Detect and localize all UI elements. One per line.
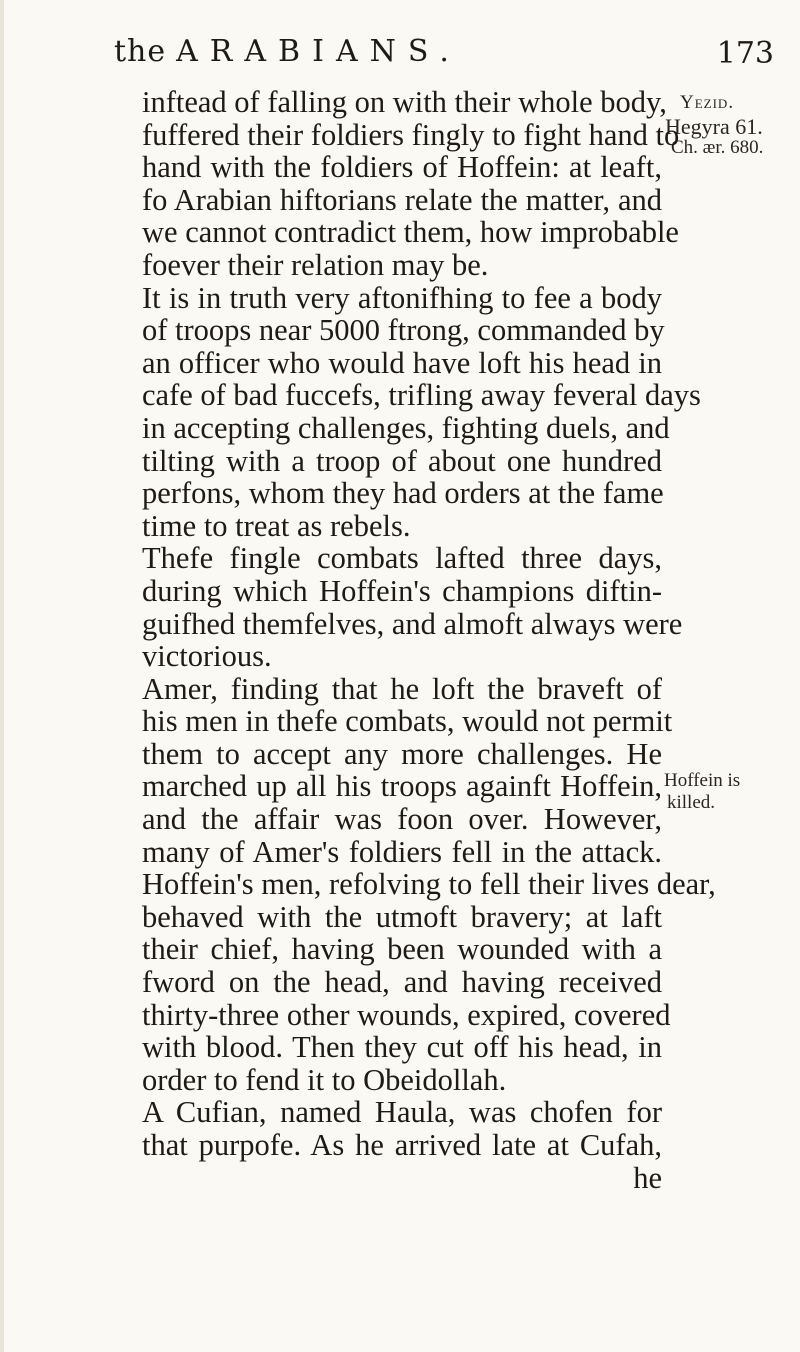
text-line: an officer who would have loft his head in	[142, 345, 662, 380]
text-line: hand with the foldiers of Hoffein: at leaft,	[142, 150, 662, 185]
text-line: of troops near 5000 ftrong, commanded by	[142, 313, 665, 348]
text-line: A Cufian, named Haula, was chofen for	[142, 1095, 662, 1130]
text-line: we cannot contradict them, how improbable	[142, 215, 679, 250]
margin-note-event-line2: killed.	[667, 792, 716, 813]
text-line: Thefe fingle combats lafted three days,	[142, 541, 662, 576]
text-line: thirty-three other wounds, expired, covered	[142, 997, 671, 1032]
page-number: 173	[716, 36, 774, 71]
text-line: Hoffein's men, refolving to fell their lives dear,	[142, 867, 716, 902]
margin-note-date-hegyra: Hegyra 61.	[665, 114, 763, 139]
text-line: victorious.	[142, 639, 272, 674]
text-line: fuffered their foldiers fingly to fight hand to	[142, 117, 680, 152]
text-line: perfons, whom they had orders at the fame	[142, 476, 664, 511]
text-line: tilting with a troop of about one hundred	[142, 443, 662, 478]
margin-note-ruler: Yezid.	[680, 92, 735, 113]
running-title-main: ARABIANS.	[176, 34, 461, 69]
text-line: in accepting challenges, fighting duels, and	[142, 410, 670, 445]
text-line: with blood. Then they cut off his head, in	[142, 1030, 662, 1065]
running-title	[114, 34, 461, 69]
text-line: their chief, having been wounded with a	[142, 932, 662, 967]
text-line: marched up all his troops againft Hoffein,	[142, 769, 662, 804]
text-line: and the affair was foon over. However,	[142, 802, 662, 837]
text-line: fo Arabian hiftorians relate the matter, and	[142, 182, 662, 217]
margin-note-date-christian-era: Ch. ær. 680.	[671, 137, 764, 158]
text-line: that purpofe. As he arrived late at Cufah,	[142, 1128, 662, 1162]
text-line: fword on the head, and having received	[142, 965, 662, 1000]
text-line: many of Amer's foldiers fell in the attack.	[142, 834, 662, 869]
text-line: cafe of bad fuccefs, trifling away feveral days	[142, 378, 701, 413]
text-line: It is in truth very aftonifhing to fee a body	[142, 280, 662, 315]
text-line: his men in thefe combats, would not permit	[142, 704, 673, 739]
text-line: during which Hoffein's champions diftin-	[142, 573, 662, 608]
text-line: behaved with the utmoft bravery; at laft	[142, 899, 662, 934]
catchword: he	[633, 1160, 662, 1195]
running-head	[114, 34, 774, 84]
running-title-prefix: the	[114, 34, 167, 69]
margin-note-event-line1: Hoffein is	[664, 770, 741, 791]
text-line: inftead of falling on with their whole body,	[142, 85, 667, 119]
text-line: guifhed themfelves, and almoft always were	[142, 606, 683, 641]
text-line: foever their relation may be.	[142, 247, 489, 282]
text-line: order to fend it to Obeidollah.	[142, 1062, 507, 1097]
text-line: Amer, finding that he loft the braveft of	[142, 671, 662, 706]
text-line: them to accept any more challenges. He	[142, 736, 662, 771]
text-line: time to treat as rebels.	[142, 508, 411, 543]
page-edge	[0, 0, 4, 1352]
